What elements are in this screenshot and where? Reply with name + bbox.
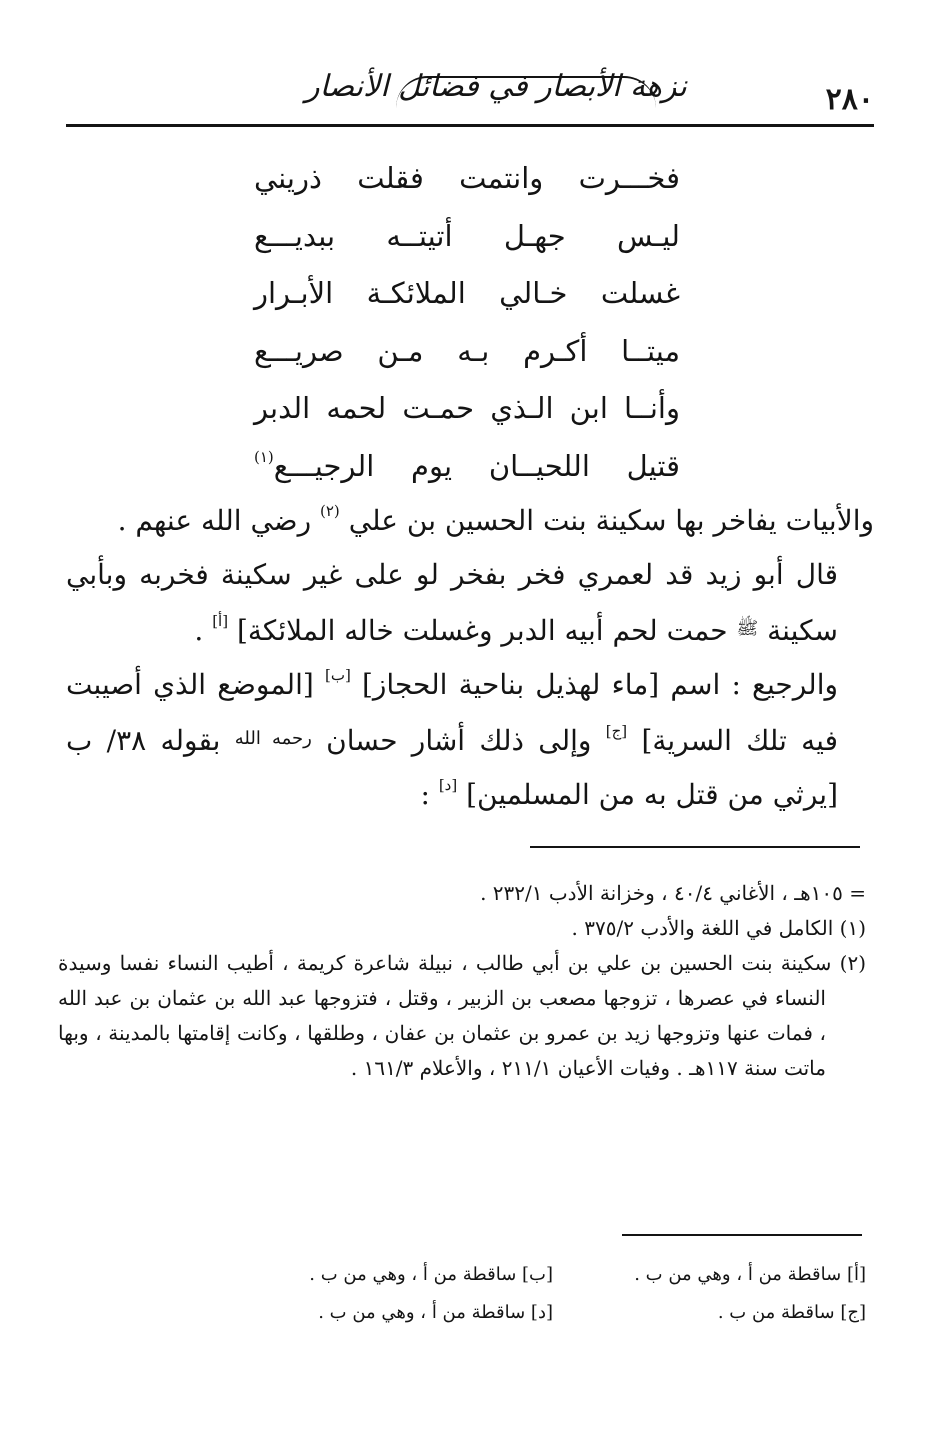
footnotes xyxy=(58,876,866,1086)
variants-separator xyxy=(622,1234,862,1236)
footnote-separator xyxy=(530,846,860,848)
variant-marker: [أ] xyxy=(212,612,229,630)
paragraph xyxy=(66,494,874,548)
footnote-marker: (١) xyxy=(254,447,274,466)
book-title xyxy=(296,58,696,114)
footnote: (١) الكامل في اللغة والأدب ٣٧٥/٢ . xyxy=(571,916,866,940)
paragraph-text: . xyxy=(194,614,204,647)
paragraph-text: : xyxy=(420,778,430,811)
verse-line: ميتــا أكـرم بـه مـن صريـــع xyxy=(254,333,680,368)
paragraph-text: قال أبو زيد قد لعمري فخر بفخر لو على غير سكينة فخربه وبأبي سكينة xyxy=(66,558,838,647)
variant-note: [ب] ساقطة من أ ، وهي من ب . xyxy=(309,1264,553,1285)
variant-marker: [د] xyxy=(438,776,458,794)
verse-line: وأنــا ابن الـذي حمـت لحمه الدبر xyxy=(254,391,680,425)
footnote-marker: (٢) xyxy=(320,502,340,520)
verse-line: ليـس جهـل أتيتــه ببديـــع xyxy=(254,218,680,253)
paragraph-text: بقوله ٣٨/ ب [يرثي من قتل به من المسلمين] xyxy=(66,724,838,811)
variant-marker: [ب] xyxy=(324,666,351,684)
variant-marker: [ج] xyxy=(605,722,628,740)
paragraph xyxy=(66,658,874,822)
page-number: ٢٨٠ xyxy=(825,82,874,117)
variant-note: [د] ساقطة من أ ، وهي من ب . xyxy=(318,1302,553,1323)
paragraph-text: والرجيع : اسم [ماء لهذيل بناحية الحجاز] xyxy=(361,668,838,701)
footnote: (٢) سكينة بنت الحسين بن علي بن أبي طالب ، نبيلة شاعرة كريمة ، أطيب النساء نفسا وسيدة النساء في عصرها ، تزوجها مصعب بن الزبير ، وقتل ، فتزوجها عبد الله بن عثمان بن عبد الله ، فمات عنها وتزوجها زيد بن عمرو بن عثمان بن عفان ، وطلقها ، وكانت إقامتها بالمدينة ، وبها ماتت سنة ١١٧هـ . وفيات الأعيان ٢١١/١ ، والأعلام ١٦١/٣ . xyxy=(58,951,866,1080)
verse-line: فخـــرت وانتمت فقلت ذريني xyxy=(254,161,680,195)
variant-note: [أ] ساقطة من أ ، وهي من ب . xyxy=(634,1264,866,1285)
footnote: = ١٠٥هـ ، الأغاني ٤٠/٤ ، وخزانة الأدب ٢٣٢/١ . xyxy=(480,881,866,905)
verse-line: غسلت خـالي الملائكـة الأبـرار xyxy=(254,276,680,310)
paragraph-text: والأبيات يفاخر بها سكينة بنت الحسين بن علي xyxy=(348,504,874,537)
honorific-glyph: ﷺ xyxy=(736,618,759,639)
paragraph xyxy=(66,548,874,658)
poem-verses xyxy=(254,150,680,495)
variant-note: [ج] ساقطة من ب . xyxy=(717,1302,866,1323)
paragraph-text: وإلى ذلك أشار حسان xyxy=(326,724,592,757)
body-text xyxy=(66,494,874,822)
paragraph-text: حمت لحم أبيه الدبر وغسلت خاله الملائكة] xyxy=(236,614,728,647)
honorific-glyph: رحمه الله xyxy=(234,728,312,749)
header-rule xyxy=(66,124,874,127)
book-title-text: نزهة الأبصار في فضائل الأنصار xyxy=(305,68,687,104)
page-header xyxy=(66,58,874,124)
manuscript-variants xyxy=(240,1256,866,1332)
verse-line xyxy=(254,438,680,496)
paragraph-text: [الموضع الذي أصيبت فيه تلك السرية] xyxy=(66,668,838,757)
paragraph-text: رضي الله عنهم . xyxy=(117,504,312,537)
verse-line-text: قتيل اللحيــان يوم الرجيـــع xyxy=(273,448,680,483)
